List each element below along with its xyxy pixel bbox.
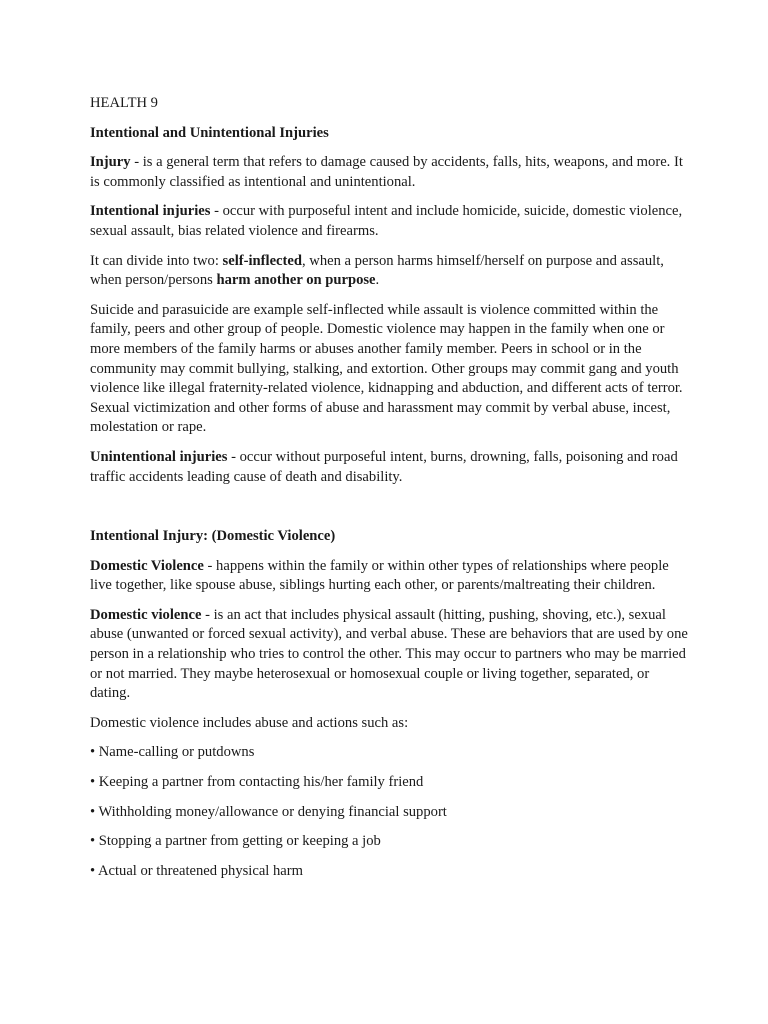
unintentional-text: - occur without purposeful intent, burns, drowning, falls, poisoning and road traffic accidents leading cause of death and disability. bbox=[90, 448, 678, 485]
divide-text-3: . bbox=[375, 272, 380, 289]
list-item: • Actual or threatened physical harm bbox=[90, 862, 303, 879]
intentional-text: - occur with purposeful intent and include homicide, suicide, domestic violence, sexual assault, bias related violence and firearms. bbox=[90, 203, 683, 239]
intentional-term: Intentional injuries bbox=[90, 203, 211, 220]
harm-another-term: harm another on purpose bbox=[216, 272, 376, 289]
document-page bbox=[90, 94, 690, 891]
divide-text-2: , when a person harms himself/herself on purpose and assault, when person/persons bbox=[90, 252, 664, 289]
dv2-text: - is an act that includes physical assault (hitting, pushing, shoving, etc.), sexual abuse (unwanted or forced sexual activity), and verbal abuse. These are behaviors that are used by one person in a relationship who tries to control the other. This may occur to partners who may be married or not married. They maybe heterosexual or homosexual couple or living together, separated, or dating. bbox=[90, 606, 688, 702]
section-spacer bbox=[90, 497, 690, 527]
domestic-violence-definition-1 bbox=[90, 557, 690, 596]
injury-term: Injury bbox=[90, 154, 131, 171]
list-intro: Domestic violence includes abuse and actions such as: bbox=[90, 714, 409, 731]
suicide-paragraph: Suicide and parasuicide are example self-inflected while assault is violence committed within the family, peers and other group of people. Domestic violence may happen in the family when one or more members of the family harms or abuses another family member. Peers in school or in the community may commit bullying, stalking, and extortion. Other groups may commit gang and youth violence like illegal fraternity-related violence, kidnapping and abduction, and different acts of terror. Sexual victimization and other forms of abuse and harassment may commit by verbal abuse, incest, molestation or rape. bbox=[90, 301, 683, 436]
unintentional-definition bbox=[90, 448, 690, 487]
dv1-term: Domestic Violence bbox=[90, 557, 204, 574]
dv1-text: - happens within the family or within other types of relationships where people live together, like spouse abuse, siblings hurting each other, or parents/maltreating their children. bbox=[90, 557, 669, 594]
divide-paragraph bbox=[90, 252, 690, 291]
unintentional-term: Unintentional injuries bbox=[90, 448, 228, 465]
injury-text: - is a general term that refers to damage caused by accidents, falls, hits, weapons, and more. It is commonly classified as intentional and unintentional. bbox=[90, 154, 683, 190]
list-item: • Withholding money/allowance or denying financial support bbox=[90, 803, 447, 820]
self-inflected-term: self-inflected bbox=[222, 252, 302, 269]
list-item: • Stopping a partner from getting or keeping a job bbox=[90, 833, 381, 850]
dv2-term: Domestic violence bbox=[90, 606, 202, 623]
injury-definition bbox=[90, 153, 690, 192]
intentional-definition bbox=[90, 202, 690, 241]
document-title: Intentional and Unintentional Injuries bbox=[90, 124, 329, 141]
divide-text-1: It can divide into two: bbox=[90, 252, 223, 269]
subject-line: HEALTH 9 bbox=[90, 95, 158, 111]
section-title-domestic-violence: Intentional Injury: (Domestic Violence) bbox=[90, 528, 336, 545]
list-item: • Keeping a partner from contacting his/her family friend bbox=[90, 774, 424, 791]
abuse-list bbox=[90, 743, 690, 881]
domestic-violence-definition-2 bbox=[90, 606, 690, 704]
list-item: • Name-calling or putdowns bbox=[90, 744, 255, 761]
